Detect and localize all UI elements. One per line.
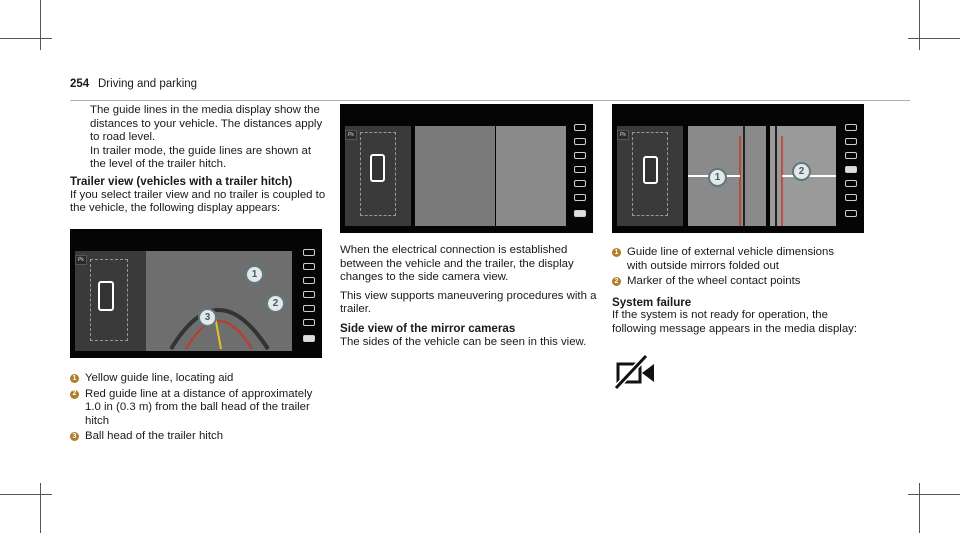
camera-option-icon[interactable] <box>303 305 315 312</box>
legend-number: 2 <box>612 277 621 286</box>
section-title: Driving and parking <box>98 78 198 90</box>
camera-sidebar <box>838 104 864 233</box>
side-view-body: The sides of the vehicle can be seen in this view. <box>340 335 587 348</box>
crop-mark <box>40 0 41 50</box>
camera-unavailable-icon <box>612 352 662 392</box>
trailer-view-legend <box>70 372 326 446</box>
intro-text: The guide lines in the media display show the distances to your vehicle. The distances apply to road level. <box>90 104 323 144</box>
legend-text: Marker of the wheel contact points <box>627 275 801 288</box>
trailer-view-body: If you select trailer view and no trailer is coupled to the vehicle, the following display appears: <box>70 188 326 215</box>
legend-item <box>612 246 872 273</box>
camera-option-icon[interactable] <box>303 335 315 342</box>
camera-option-icon[interactable] <box>303 277 315 284</box>
maneuvering-text: This view supports maneuvering procedures with a trailer. <box>340 289 597 316</box>
camera-option-icon[interactable] <box>574 210 586 217</box>
legend-text: Ball head of the trailer hitch <box>85 430 224 443</box>
system-failure-body: If the system is not ready for operation, the following message appears in the media display: <box>612 309 858 335</box>
callout-2: 2 <box>266 294 285 313</box>
trailer-view-screen <box>70 229 322 358</box>
mirror-camera-screen <box>612 104 864 233</box>
crop-mark <box>908 494 960 495</box>
column-1 <box>70 104 326 221</box>
camera-option-icon[interactable] <box>845 138 857 145</box>
camera-option-icon[interactable] <box>574 180 586 187</box>
camera-option-icon[interactable] <box>303 263 315 270</box>
camera-option-icon[interactable] <box>303 249 315 256</box>
side-view-heading: Side view of the mirror cameras <box>340 321 516 335</box>
legend-number: 1 <box>612 248 621 257</box>
legend-number: 1 <box>70 374 79 383</box>
legend-text: Red guide line at a distance of approximately 1.0 in (0.3 m) from the ball head of the trailer hitch <box>85 387 313 427</box>
camera-option-icon[interactable] <box>845 194 857 201</box>
camera-mode-tag: Pk <box>75 255 87 265</box>
crop-mark <box>0 494 52 495</box>
callout-2: 2 <box>792 162 811 181</box>
column-2 <box>340 244 600 354</box>
legend-item <box>70 388 326 429</box>
camera-sidebar <box>296 229 322 358</box>
camera-option-icon[interactable] <box>574 166 586 173</box>
trailer-mode-text: In trailer mode, the guide lines are shown at the level of the trailer hitch. <box>90 144 311 171</box>
camera-option-icon[interactable] <box>845 166 857 173</box>
callout-1: 1 <box>245 265 264 284</box>
camera-option-icon[interactable] <box>845 210 857 217</box>
side-camera-screen <box>340 104 593 233</box>
callout-1: 1 <box>708 168 727 187</box>
camera-option-icon[interactable] <box>574 152 586 159</box>
camera-option-icon[interactable] <box>574 124 586 131</box>
legend-item <box>612 275 872 289</box>
crop-mark <box>919 483 920 533</box>
camera-option-icon[interactable] <box>845 152 857 159</box>
camera-option-icon[interactable] <box>303 291 315 298</box>
crop-mark <box>908 38 960 39</box>
legend-number: 3 <box>70 432 79 441</box>
page-header <box>70 78 910 101</box>
crop-mark <box>0 38 52 39</box>
camera-sidebar <box>567 104 593 233</box>
connection-text: When the electrical connection is established between the vehicle and the trailer, the display changes to the side camera view. <box>340 244 574 284</box>
system-failure-heading: System failure <box>612 295 692 309</box>
camera-mode-tag: Pk <box>617 130 629 140</box>
callout-3: 3 <box>198 308 217 327</box>
camera-option-icon[interactable] <box>845 124 857 131</box>
column-3 <box>612 246 872 342</box>
camera-option-icon[interactable] <box>303 319 315 326</box>
crop-mark <box>40 483 41 533</box>
camera-mode-tag: Pk <box>345 130 357 140</box>
legend-item <box>70 430 326 444</box>
legend-text: Guide line of external vehicle dimensions with outside mirrors folded out <box>627 246 835 272</box>
trailer-view-heading: Trailer view (vehicles with a trailer hitch) <box>70 174 293 188</box>
legend-text: Yellow guide line, locating aid <box>85 372 234 384</box>
camera-option-icon[interactable] <box>574 138 586 145</box>
crop-mark <box>919 0 920 50</box>
camera-option-icon[interactable] <box>845 180 857 187</box>
legend-item <box>70 372 326 386</box>
page-number: 254 <box>70 78 90 90</box>
legend-number: 2 <box>70 390 79 399</box>
camera-option-icon[interactable] <box>574 194 586 201</box>
